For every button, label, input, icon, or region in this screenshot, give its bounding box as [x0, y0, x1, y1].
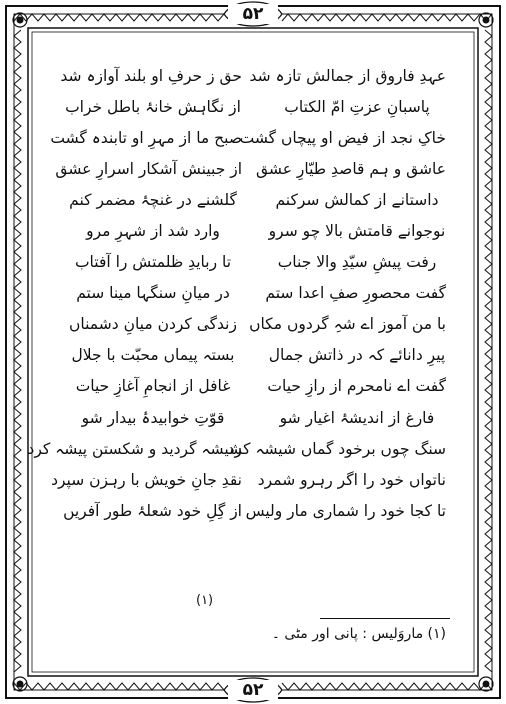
couplet — [64, 495, 446, 526]
misra-first: خاکِ نجد از فیض او پیچاں گشت — [239, 128, 446, 147]
misra-second: گلشنے در غنچۂ مضمر کنم — [69, 190, 237, 209]
misra-first: سنگ چوں برخود گماں شیشہ کرد — [227, 439, 446, 458]
couplet — [50, 122, 446, 153]
page-number-bottom: ۵۲ — [228, 680, 278, 700]
misra-first: گفت محصورِ صفِ اعدا ستم — [265, 284, 446, 303]
misra-second: زندگی کردن میانِ دشمناں — [69, 315, 237, 334]
misra-first: عاشق و ہم قاصدِ طیّارِ عشق — [255, 159, 446, 178]
misra-second: از نگاہش خانۂ باطل خراب — [65, 97, 241, 116]
couplet — [64, 184, 446, 215]
misra-first: عہدِ فاروق از جمالش تازہ شد — [249, 66, 446, 85]
couplet — [64, 247, 446, 278]
couplet — [51, 464, 446, 495]
misra-second: حق ز حرفِ او بلند آوازہ شد — [60, 66, 242, 85]
misra-first: پاسبانِ عزتِ امّ الکتاب — [284, 97, 430, 116]
poem-body — [27, 60, 446, 526]
misra-second: در میانِ سنگہا مینا ستم — [76, 284, 230, 303]
couplet — [27, 433, 446, 464]
misra-second: قوّتِ خوابیدۂ بیدار شو — [81, 408, 225, 427]
page-number-top: ۵۲ — [228, 4, 278, 24]
misra-second: شیشہ گردید و شکستن پیشہ کرد — [27, 439, 242, 458]
misra-first: گفت اے نامحرم از رازِ حیات — [267, 377, 446, 396]
couplet — [64, 371, 446, 402]
footnote-divider — [320, 618, 450, 619]
misra-second: تا ربایدِ ظلمتش را آفتاب — [74, 253, 232, 272]
misra-second: غافل از انجامِ آغازِ حیات — [75, 377, 231, 396]
misra-first: پیرِ دانائے کہ در ذاتش جمال — [268, 346, 446, 365]
couplet — [64, 340, 446, 371]
couplet — [64, 278, 446, 309]
couplet — [64, 91, 446, 122]
misra-first: ناتواں خود را اگر رہرو شمرد — [257, 470, 446, 489]
couplet — [64, 309, 446, 340]
misra-first: نوجوانے قامتش بالا چو سرو — [268, 222, 446, 241]
footnote-reference-marker: (۱) — [196, 593, 214, 608]
misra-first: رفت پیشِ سیّدِ والا جناب — [277, 253, 437, 272]
footnote: (۱) ماروَلیس : پانی اور مٹی ۔ — [271, 626, 446, 642]
misra-second: وارد شد از شہرِ مرو — [86, 222, 220, 241]
couplet — [64, 215, 446, 246]
misra-second: بستہ پیماں محبّت با جلال — [71, 346, 235, 365]
misra-first: تا کجا خود را شماری مار ولیس — [245, 501, 446, 520]
couplet — [64, 402, 446, 433]
misra-second: نقدِ جانِ خویش با رہزن سپرد — [51, 470, 242, 489]
misra-first: داستانے از کمالش سرکنم — [275, 190, 439, 209]
misra-first: فارغ از اندیشۂ اغیار شو — [279, 408, 435, 427]
misra-first: با من آموز اے شہِ گردوں مکاں — [249, 315, 446, 334]
couplet — [55, 153, 446, 184]
misra-second: از جبینش آشکار اسرارِ عشق — [55, 159, 242, 178]
misra-second: صبح ما از مہرِ او تابندہ گشت — [50, 128, 242, 147]
misra-second: از گِلِ خود شعلۂ طور آفریں — [63, 501, 242, 520]
couplet — [60, 60, 446, 91]
